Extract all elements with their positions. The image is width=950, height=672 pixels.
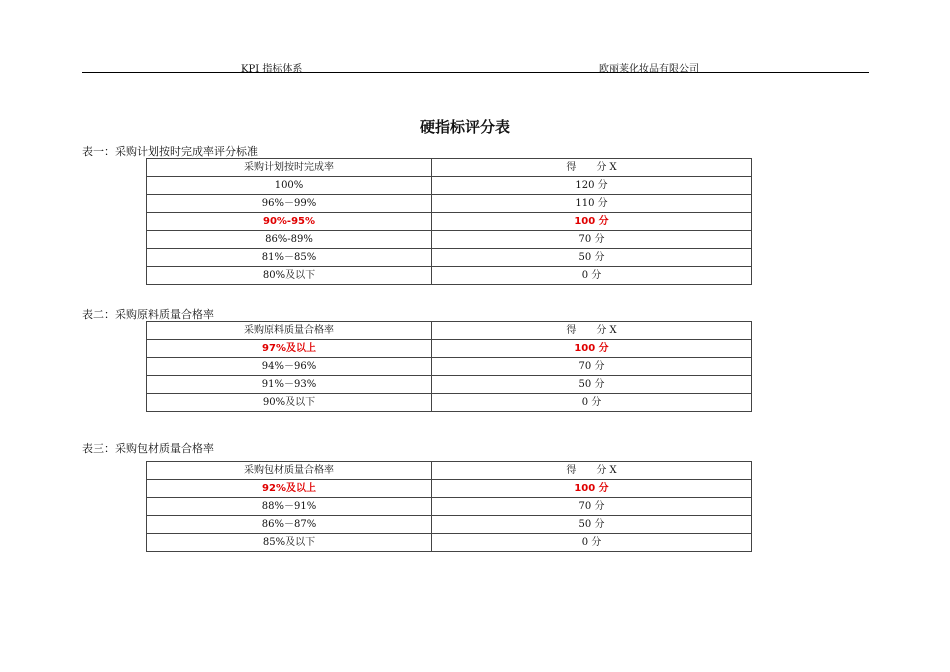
score-cell: 110 分 xyxy=(432,195,752,213)
score-cell: 50 分 xyxy=(432,516,752,534)
table-2-caption: 表二：采购原料质量合格率 xyxy=(82,308,214,321)
range-cell: 94%－96% xyxy=(147,358,432,376)
table-row xyxy=(147,376,752,394)
table-row xyxy=(147,177,752,195)
header-rule xyxy=(82,72,869,73)
table-row xyxy=(147,249,752,267)
score-cell: 50 分 xyxy=(432,376,752,394)
range-cell: 88%－91% xyxy=(147,498,432,516)
score-cell: 100 分 xyxy=(432,480,752,498)
table-header-row xyxy=(147,462,752,480)
range-cell: 90%及以下 xyxy=(147,394,432,412)
column-header-range: 采购原料质量合格率 xyxy=(147,322,432,340)
score-cell: 0 分 xyxy=(432,534,752,552)
column-header-score: 得 分 X xyxy=(432,462,752,480)
page-title: 硬指标评分表 xyxy=(419,118,510,136)
range-cell: 85%及以下 xyxy=(147,534,432,552)
column-header-score: 得 分 X xyxy=(432,159,752,177)
column-header-score: 得 分 X xyxy=(432,322,752,340)
table-row xyxy=(147,516,752,534)
header-left-text: KPI 指标体系 xyxy=(241,64,303,75)
range-cell: 92%及以上 xyxy=(147,480,432,498)
range-cell: 81%－85% xyxy=(147,249,432,267)
score-cell: 50 分 xyxy=(432,249,752,267)
table-row-highlighted xyxy=(147,213,752,231)
score-cell: 120 分 xyxy=(432,177,752,195)
table-1 xyxy=(146,158,752,285)
table-row xyxy=(147,195,752,213)
range-cell: 86%-89% xyxy=(147,231,432,249)
table-row xyxy=(147,394,752,412)
range-cell: 80%及以下 xyxy=(147,267,432,285)
score-cell: 100 分 xyxy=(432,340,752,358)
table-3-caption: 表三：采购包材质量合格率 xyxy=(82,442,214,455)
score-cell: 70 分 xyxy=(432,498,752,516)
table-row xyxy=(147,231,752,249)
table-1-caption: 表一：采购计划按时完成率评分标准 xyxy=(82,145,258,158)
score-cell: 70 分 xyxy=(432,231,752,249)
table-header-row xyxy=(147,159,752,177)
table-3 xyxy=(146,461,752,552)
table-2 xyxy=(146,321,752,412)
range-cell: 86%－87% xyxy=(147,516,432,534)
score-cell: 100 分 xyxy=(432,213,752,231)
range-cell: 91%－93% xyxy=(147,376,432,394)
range-cell: 100% xyxy=(147,177,432,195)
score-cell: 0 分 xyxy=(432,394,752,412)
table-row-highlighted xyxy=(147,340,752,358)
range-cell: 96%－99% xyxy=(147,195,432,213)
range-cell: 97%及以上 xyxy=(147,340,432,358)
table-row xyxy=(147,498,752,516)
range-cell: 90%-95% xyxy=(147,213,432,231)
column-header-range: 采购包材质量合格率 xyxy=(147,462,432,480)
score-cell: 70 分 xyxy=(432,358,752,376)
table-row xyxy=(147,358,752,376)
column-header-range: 采购计划按时完成率 xyxy=(147,159,432,177)
header-company-name: 欧丽莱化妆品有限公司 xyxy=(599,64,699,75)
score-cell: 0 分 xyxy=(432,267,752,285)
table-header-row xyxy=(147,322,752,340)
table-row-highlighted xyxy=(147,480,752,498)
table-row xyxy=(147,534,752,552)
table-row xyxy=(147,267,752,285)
